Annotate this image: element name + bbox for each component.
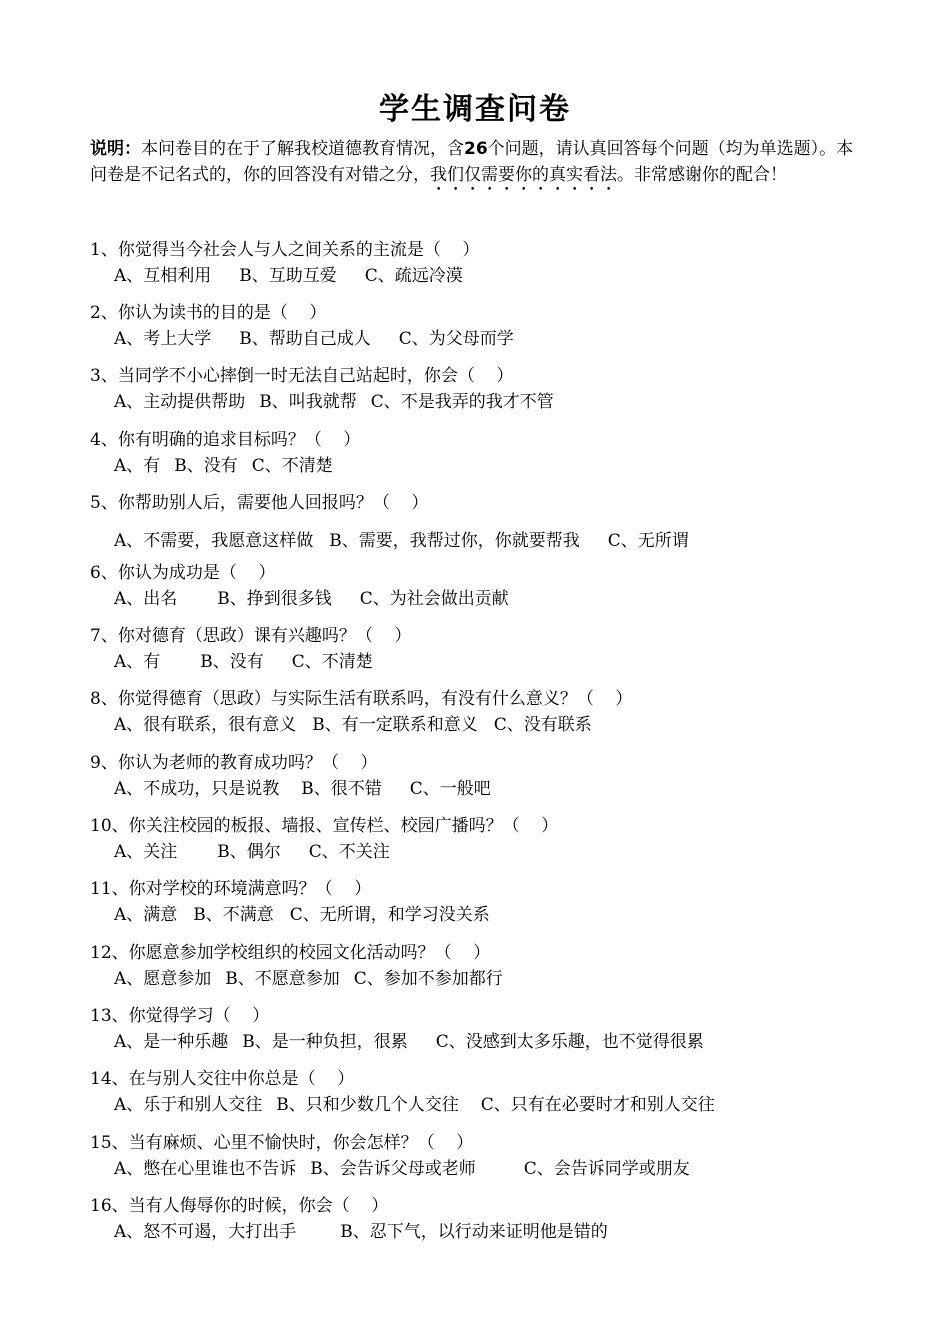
option-list [90,453,890,479]
intro-text-a: 本问卷目的在于了解我校道德教育情况，含 [141,139,464,159]
intro-text-b: 个问题，请认真回答每个问题（均为单选题）。本问卷是不记名式的，你的回答没有对错之分， [90,139,854,185]
option-list [90,389,890,415]
option-a: A、怒不可遏，大打出手 [114,1222,297,1242]
question-stem: 13、你觉得学习（ ） [90,1006,270,1026]
option-a: A、关注 [114,842,178,862]
question-8 [90,686,890,738]
option-b: B、会告诉父母或老师 [310,1159,476,1179]
option-list [90,263,890,289]
option-a: A、互相利用 [114,266,212,286]
option-list [90,902,890,928]
option-a: A、愿意参加 [114,969,212,989]
option-a: A、乐于和别人交往 [114,1095,263,1115]
option-c: C、为父母而学 [398,329,514,349]
option-b: B、很不错 [301,779,382,799]
option-b: B、互助互爱 [239,266,337,286]
question-13 [90,1003,890,1055]
option-a: A、很有联系，很有意义 [114,715,297,735]
question-11 [90,876,890,928]
option-a: A、有 [114,652,161,672]
option-c: C、一般吧 [409,779,491,799]
question-stem: 4、你有明确的追求目标吗？（ ） [90,430,361,450]
question-stem: 1、你觉得当今社会人与人之间关系的主流是（ ） [90,240,480,260]
question-1 [90,237,890,289]
option-c: C、会告诉同学或朋友 [523,1159,690,1179]
option-c: C、只有在必要时才和别人交往 [480,1095,715,1115]
option-b: B、是一种负担，很累 [242,1032,408,1052]
question-7 [90,623,890,675]
option-c: C、不是我弄的我才不管 [370,392,554,412]
question-stem: 5、你帮助别人后，需要他人回报吗？（ ） [90,493,429,513]
option-c: C、参加不参加都行 [353,969,503,989]
question-3 [90,363,890,415]
question-5 [90,490,890,554]
question-stem: 9、你认为老师的教育成功吗？（ ） [90,753,378,773]
option-list [90,776,890,802]
option-b: B、偶尔 [217,842,281,862]
option-c: C、没有联系 [493,715,592,735]
question-stem: 8、你觉得德育（思政）与实际生活有联系吗，有没有什么意义？（ ） [90,689,633,709]
question-stem: 10、你关注校园的板报、墙报、宣传栏、校园广播吗？（ ） [90,816,559,836]
option-c: C、疏远冷漠 [364,266,463,286]
option-list [90,712,890,738]
question-stem: 12、你愿意参加学校组织的校园文化活动吗？（ ） [90,943,491,963]
option-c: C、不清楚 [251,456,333,476]
option-b: B、帮助自己成人 [239,329,371,349]
option-b: B、忍下气，以行动来证明他是错的 [340,1222,608,1242]
option-c: C、不关注 [308,842,390,862]
question-12 [90,940,890,992]
option-b: B、没有 [174,456,238,476]
question-stem: 11、你对学校的环境满意吗？（ ） [90,879,372,899]
option-b: B、需要，我帮过你，你就要帮我 [329,531,580,551]
question-10 [90,813,890,865]
option-b: B、只和少数几个人交往 [276,1095,459,1115]
option-b: B、有一定联系和意义 [312,715,478,735]
intro-emphasis: 我们仅需要你的真实看法 [430,165,617,185]
question-6 [90,560,890,612]
option-list [90,1219,890,1245]
option-a: A、是一种乐趣 [114,1032,229,1052]
option-c: C、不清楚 [291,652,373,672]
question-stem: 16、当有人侮辱你的时候，你会（ ） [90,1196,389,1216]
option-a: A、不成功，只是说教 [114,779,280,799]
question-9 [90,750,890,802]
page-title: 学生调查问卷 [379,92,571,127]
option-b: B、不满意 [193,905,274,925]
option-list [90,839,890,865]
option-c: C、无所谓，和学习没关系 [289,905,490,925]
option-list [90,649,890,675]
option-list [90,1156,890,1182]
option-list [90,1029,890,1055]
question-stem: 3、当同学不小心摔倒一时无法自己站起时，你会（ ） [90,366,514,386]
option-list [90,966,890,992]
question-16 [90,1193,890,1245]
option-a: A、满意 [114,905,178,925]
intro-lead: 说明： [90,139,141,159]
option-a: A、憋在心里谁也不告诉 [114,1159,297,1179]
option-c: C、无所谓 [607,531,689,551]
option-list [90,326,890,352]
question-15 [90,1130,890,1182]
option-list [90,1092,890,1118]
intro-text-c: 。非常感谢你的配合！ [617,165,787,185]
question-stem: 14、在与别人交往中你总是（ ） [90,1069,355,1089]
option-c: C、为社会做出贡献 [359,589,509,609]
option-a: A、出名 [114,589,178,609]
option-a: A、有 [114,456,161,476]
option-b: B、挣到很多钱 [217,589,332,609]
option-b: B、叫我就帮 [259,392,357,412]
question-stem: 6、你认为成功是（ ） [90,563,276,583]
option-a: A、主动提供帮助 [114,392,246,412]
question-stem: 7、你对德育（思政）课有兴趣吗？（ ） [90,626,412,646]
question-stem: 15、当有麻烦、心里不愉快时，你会怎样？（ ） [90,1133,474,1153]
option-b: B、没有 [200,652,264,672]
question-2 [90,300,890,352]
intro-paragraph [90,136,860,195]
option-a: A、不需要，我愿意这样做 [114,531,314,551]
question-14 [90,1066,890,1118]
option-b: B、不愿意参加 [225,969,340,989]
option-a: A、考上大学 [114,329,212,349]
option-list [90,586,890,612]
intro-question-count: 26 [464,139,488,159]
option-list [90,528,890,554]
option-c: C、没感到太多乐趣，也不觉得很累 [435,1032,704,1052]
question-4 [90,427,890,479]
question-stem: 2、你认为读书的目的是（ ） [90,303,327,323]
